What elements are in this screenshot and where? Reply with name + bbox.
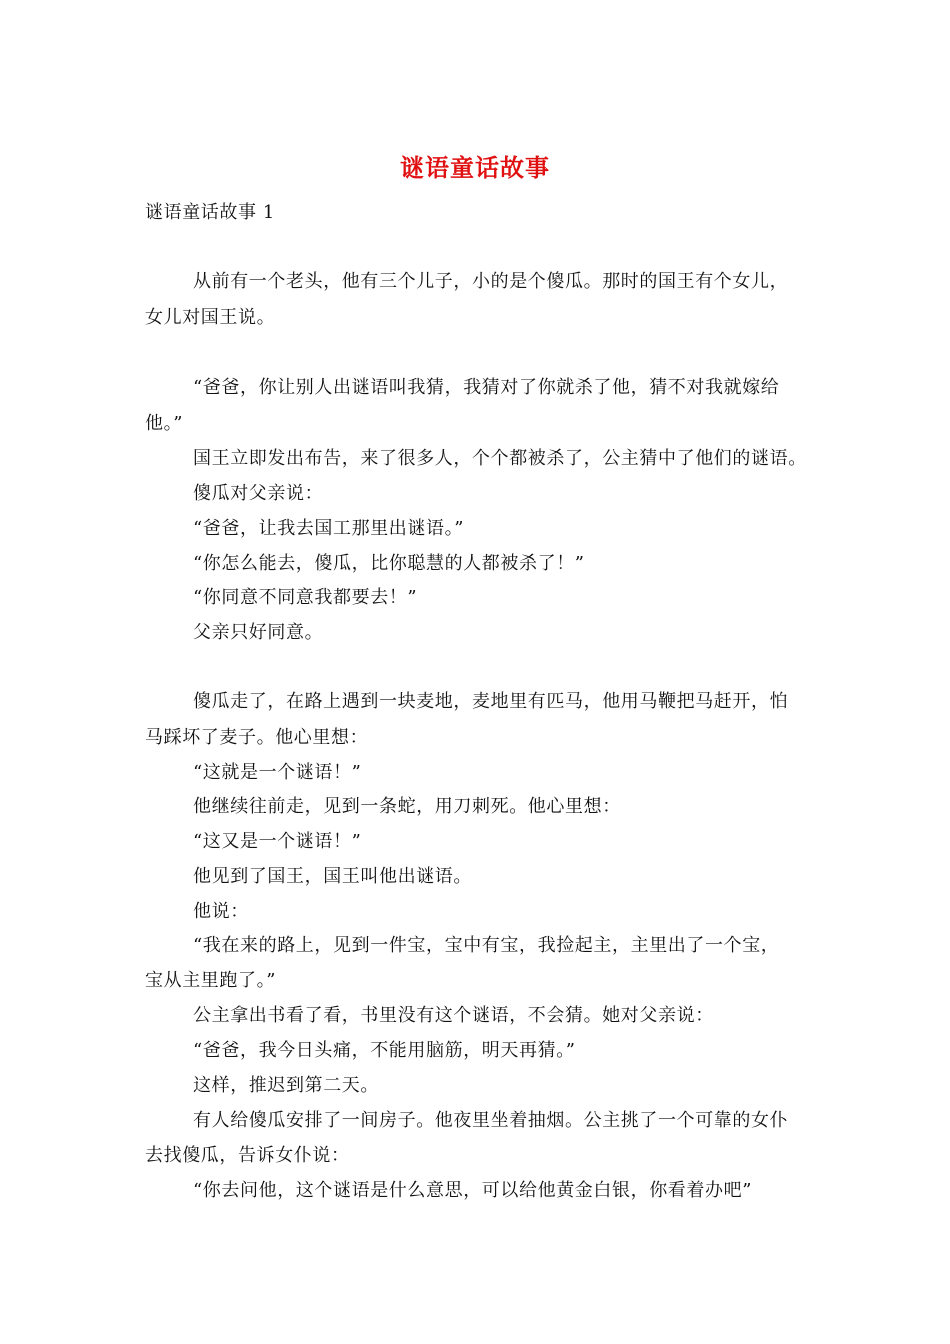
text-line: 从前有一个老头，他有三个儿子，小的是个傻瓜。那时的国王有个女儿， [193,271,789,292]
text-line: 宝从主里跑了。” [145,970,277,991]
text-line: 去找傻瓜，告诉女仆说： [145,1145,350,1166]
text-line: 女儿对国王说。 [145,307,276,328]
text-line: “爸爸，让我去国工那里出谜语。” [193,518,465,539]
text-line: “你同意不同意我都要去！” [193,587,418,608]
text-line: 父亲只好同意。 [193,622,324,643]
text-line: “我在来的路上，见到一件宝，宝中有宝，我捡起主，主里出了一个宝， [193,935,780,956]
text-line: 傻瓜走了，在路上遇到一块麦地，麦地里有匹马，他用马鞭把马赶开，怕 [193,691,789,712]
text-line: 马踩坏了麦子。他心里想： [145,727,369,748]
text-line: 他见到了国王，国王叫他出谜语。 [193,866,472,887]
text-line: 傻瓜对父亲说： [193,483,324,504]
text-line: 有人给傻瓜安排了一间房子。他夜里坐着抽烟。公主挑了一个可靠的女仆 [193,1110,789,1131]
text-line: “爸爸，你让别人出谜语叫我猜，我猜对了你就杀了他，猜不对我就嫁给 [193,377,780,398]
text-line: “爸爸，我今日头痛，不能用脑筋，明天再猜。” [193,1040,576,1061]
text-line: “你怎么能去，傻瓜，比你聪慧的人都被杀了！” [193,553,585,574]
text-line: 国王立即发出布告，来了很多人，个个都被杀了，公主猜中了他们的谜语。 [193,448,807,469]
document-title: 谜语童话故事 [400,153,550,182]
text-line: 这样，推迟到第二天。 [193,1075,379,1096]
text-line: 他。” [145,413,184,434]
text-line: “这又是一个谜语！” [193,831,362,852]
document-subtitle: 谜语童话故事 1 [145,202,275,223]
text-line: “你去问他，这个谜语是什么意思，可以给他黄金白银，你看着办吧” [193,1180,753,1201]
text-line: “这就是一个谜语！” [193,762,362,783]
text-line: 他继续往前走，见到一条蛇，用刀刺死。他心里想： [193,796,621,817]
text-line: 他说： [193,901,249,922]
text-line: 公主拿出书看了看，书里没有这个谜语，不会猜。她对父亲说： [193,1005,714,1026]
